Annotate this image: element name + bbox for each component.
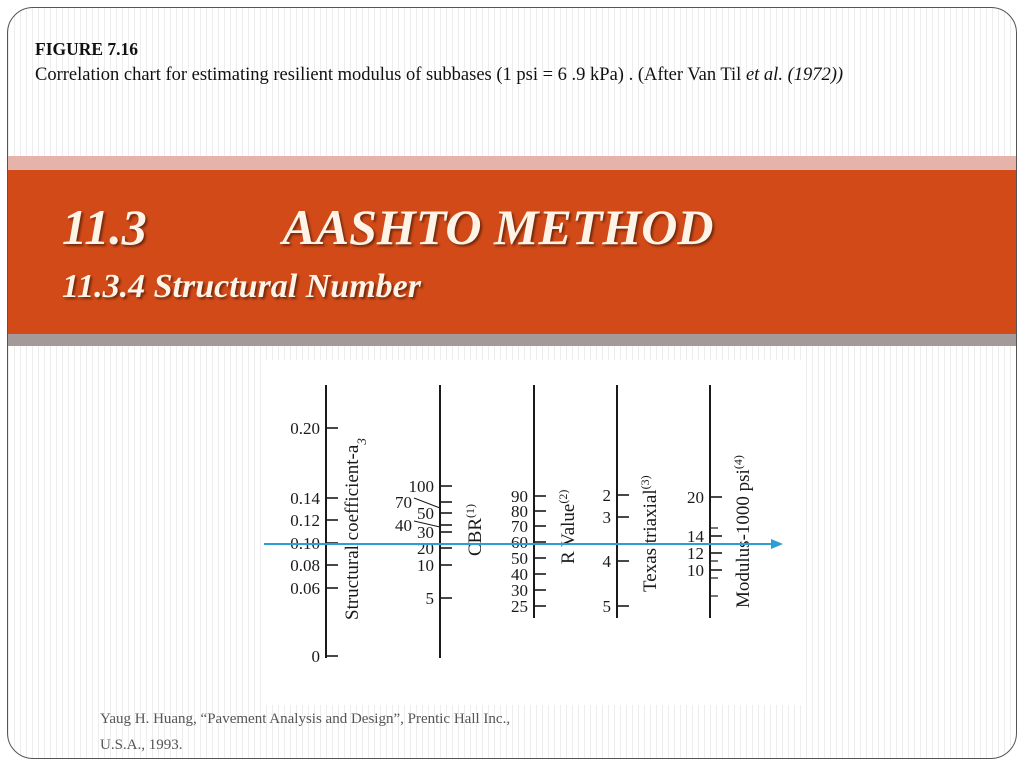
slide-subtitle: 11.3.4 Structural Number <box>62 268 421 305</box>
scale-r-value <box>511 385 579 618</box>
pink-divider <box>8 156 1016 170</box>
tick-group <box>687 488 722 596</box>
tick-label: 30 <box>511 581 528 600</box>
title-band <box>8 170 1016 334</box>
label-sup: (3) <box>638 475 652 490</box>
nomograph-svg <box>264 360 804 705</box>
slide-title: 11.3 AASHTO METHOD <box>62 199 714 255</box>
scale-texas-triaxial <box>603 385 662 618</box>
citation-line-1: Yaug H. Huang, “Pavement Analysis and Design”, Prentic Hall Inc., <box>100 711 511 727</box>
figure-caption <box>35 36 995 88</box>
arrow-head <box>771 539 783 549</box>
tick-label: 0.12 <box>290 511 320 530</box>
tick-label: 0.14 <box>290 489 320 508</box>
tick-label: 4 <box>602 552 611 571</box>
label-text: Texas triaxial <box>640 489 661 592</box>
tick-label: 50 <box>417 504 434 523</box>
tick-label: 14 <box>687 527 704 546</box>
caption-text-main: Correlation chart for estimating resilient modulus of subbases (1 psi = 6 .9 kPa) . (After Van Til <box>35 65 746 85</box>
correlation-chart <box>264 360 804 705</box>
tick-label: 60 <box>511 533 528 552</box>
tick-label: 0.20 <box>290 419 320 438</box>
scale-cbr <box>395 385 486 658</box>
label-text: Modulus-1000 psi <box>733 469 754 608</box>
axis-label <box>342 438 369 620</box>
figure-label: FIGURE 7.16 <box>35 39 139 59</box>
axis-label <box>638 475 661 592</box>
tick-label: 5 <box>602 597 611 616</box>
tick-label: 0.08 <box>290 556 320 575</box>
axis-label <box>731 455 754 608</box>
axis-label <box>556 490 579 564</box>
label-sup: (4) <box>731 455 745 470</box>
label-text: Structural coefficient-a <box>342 444 363 620</box>
label-text: R Value <box>558 503 579 564</box>
gray-divider <box>8 334 1016 346</box>
tick-label: 12 <box>687 544 704 563</box>
label-sup: (1) <box>463 503 477 518</box>
tick-label: 10 <box>417 556 434 575</box>
tick-label: 2 <box>602 486 611 505</box>
slide-frame <box>7 7 1017 759</box>
tick-label: 100 <box>408 477 434 496</box>
scale-modulus <box>687 385 754 618</box>
tick-label: 10 <box>687 561 704 580</box>
tick-label: 0.10 <box>290 534 320 553</box>
caption-text-italic: et al. (1972)) <box>745 65 844 85</box>
tick-label: 50 <box>511 549 528 568</box>
tick-label: 20 <box>417 539 434 558</box>
tick-label: 20 <box>687 488 704 507</box>
tick-label: 3 <box>602 508 611 527</box>
tick-label: 90 <box>511 487 528 506</box>
tick-label: 0 <box>311 647 320 666</box>
label-text: CBR <box>465 517 486 556</box>
tick-group <box>395 477 452 608</box>
citation-line-2: U.S.A., 1993. <box>100 737 183 753</box>
tick-label: 80 <box>511 502 528 521</box>
tick-label: 30 <box>417 523 434 542</box>
axis-label <box>463 504 486 556</box>
tick-label: 40 <box>395 516 412 535</box>
scale-structural-coefficient <box>290 385 368 666</box>
tick-label: 25 <box>511 597 528 616</box>
tick-group <box>511 487 546 616</box>
citation <box>100 706 510 758</box>
label-sup: (2) <box>556 489 570 504</box>
tick-label: 40 <box>511 565 528 584</box>
caption-text <box>35 62 995 88</box>
label-sub: 3 <box>353 438 369 445</box>
tick-label: 70 <box>395 493 412 512</box>
tick-group <box>290 419 338 666</box>
tick-label: 70 <box>511 517 528 536</box>
tick-group <box>603 486 630 616</box>
tick-label: 5 <box>425 589 434 608</box>
tick-label: 0.06 <box>290 579 320 598</box>
